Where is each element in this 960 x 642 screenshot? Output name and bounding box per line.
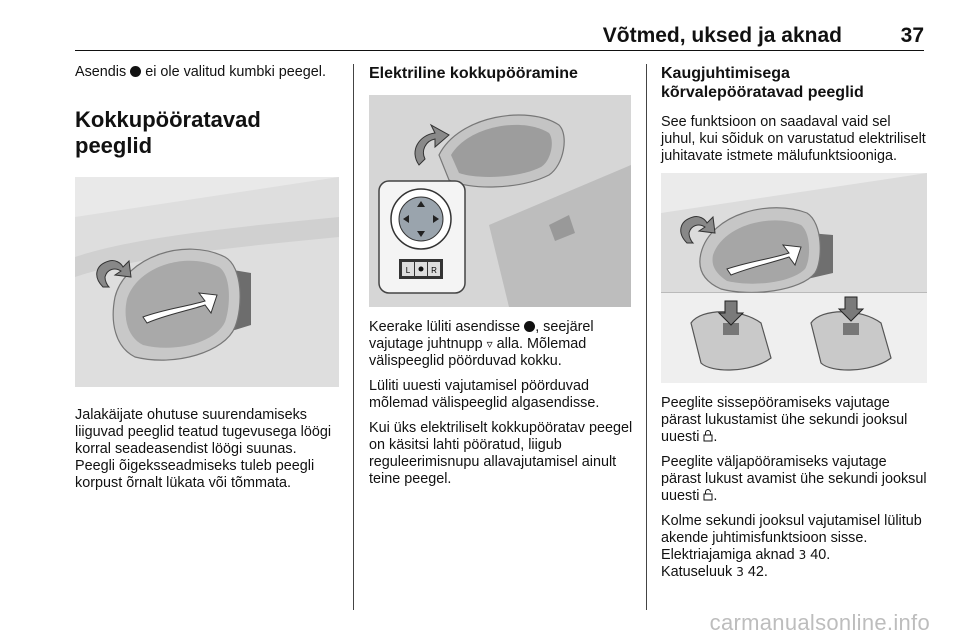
fold-in-instruction: Peeglite sissepööramiseks vajutage pärast lukustamist ühe sekundi jooksul uuesti . <box>661 395 908 445</box>
page-reference-icon: 3 <box>798 548 807 562</box>
control-down-icon: ▿ <box>486 337 493 351</box>
switch-left-label: L <box>405 266 411 275</box>
intro-paragraph: Asendis ei ole valitud kumbki peegel. <box>75 64 326 80</box>
unlock-icon <box>703 488 713 501</box>
fold-out-instruction: Peeglite väljapööramiseks vajutage pärast lukust avamist ühe sekundi jooksul uuesti . <box>661 454 927 504</box>
watermark: carmanualsonline.info <box>709 610 930 635</box>
column-2 <box>369 64 633 496</box>
window-function-note: Kolme sekundi jooksul vajutamisel lülitub akende juhtimisfunktsioon sisse. Elektriajamiga aknad 3 40. Katuseluuk 3 42. <box>661 513 922 580</box>
lock-icon <box>703 429 713 442</box>
position-dot-icon <box>524 321 535 332</box>
column-3 <box>661 64 927 589</box>
section-heading-folding-mirrors: Kokkupööratavad peeglid <box>75 107 261 158</box>
electric-folding-return: Lüliti uuesti vajutamisel pöörduvad mõlemad välispeeglid algasendisse. <box>369 378 600 411</box>
page-number: 37 <box>900 24 924 47</box>
folding-mirror-illustration <box>75 177 339 387</box>
page-reference[interactable]: 40. <box>806 547 831 563</box>
electric-folding-note: Kui üks elektriliselt kokkupööratav peegel on käsitsi lahti pööratud, liigub reguleerimisnupu allavajutamisel ainult teine peegel. <box>369 420 633 487</box>
electric-folding-step: Keerake lüliti asendisse , seejärel vajutage juhtnupp ▿ alla. Mõlemad välispeeglid pöörduvad kokku. <box>369 319 594 369</box>
column-divider <box>646 64 647 610</box>
switch-right-label: R <box>431 266 437 275</box>
page-header-title: Võtmed, uksed ja aknad <box>602 24 842 47</box>
remote-folding-intro: See funktsioon on saadaval vaid sel juhul, kui sõiduk on varustatud elektriliselt juhitavate istmete mälufunktsiooniga. <box>661 114 926 164</box>
section-heading-remote-folding: Kaugjuhtimisega kõrvalepööratavad peeglid <box>661 65 864 101</box>
remote-folding-illustration <box>661 173 927 383</box>
column-1 <box>75 64 339 500</box>
section-heading-electric-folding: Elektriline kokkupööramine <box>369 65 578 82</box>
electric-folding-illustration <box>369 95 631 307</box>
page-reference-icon: 3 <box>736 565 744 579</box>
folding-mirrors-description: Jalakäijate ohutuse suurendamiseks liiguvad peeglid teatud tugevusega löögi korral seadeasendist löögi suunas. Peegli õigeksseadmiseks tuleb peegli korpust õrnalt lükata või tõmmata. <box>75 407 332 491</box>
page-reference[interactable]: 42. <box>743 564 768 580</box>
position-dot-icon <box>130 66 141 77</box>
column-divider <box>353 64 354 610</box>
header-rule <box>75 50 924 51</box>
